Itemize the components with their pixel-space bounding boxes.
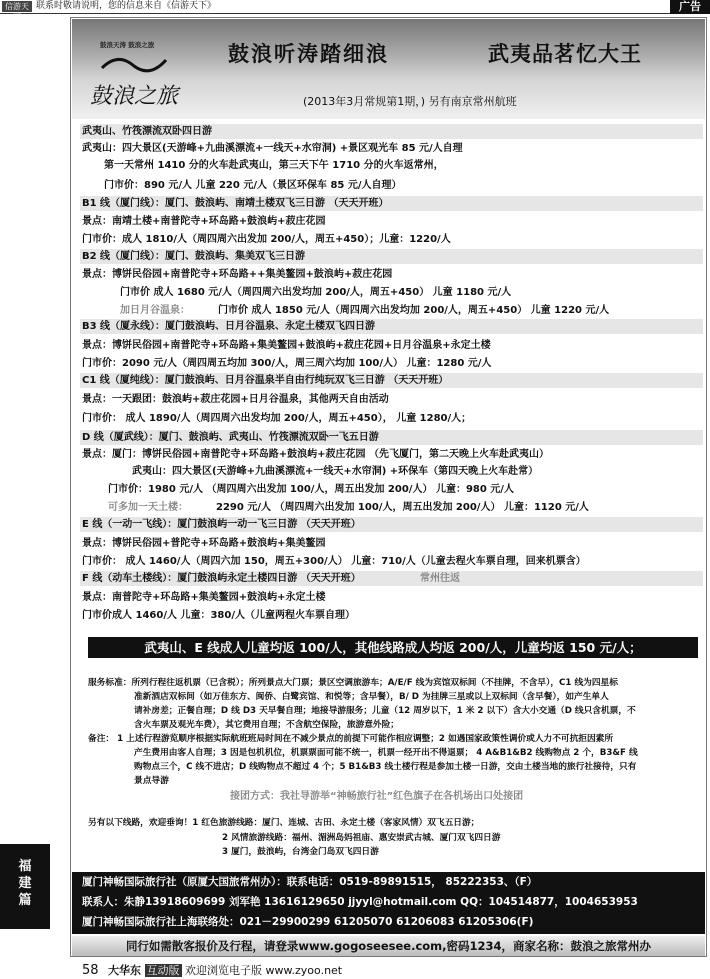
addon-label: 加日月谷温泉：: [120, 305, 190, 316]
side-char: 篇: [18, 893, 32, 908]
price-line: 门市价：890 元/人 儿童 220 元/人（景区环保车 85 元/人自理）: [104, 180, 402, 191]
side-char: 建: [18, 876, 32, 891]
other-routes: 另有以下线路，欢迎垂询！1 红色旅游线路：厦门、连城、古田、永定土楼（客家风情）双飞五日游；: [88, 818, 480, 828]
header-note: 联系时敬请说明，您的信息来自《信游天下》: [36, 1, 217, 11]
route-title: E 线（一动一飞线）：厦门鼓浪屿一动一飞三日游 （天天开班）: [82, 519, 361, 530]
route-detail: 景点：南靖土楼+南普陀寺+环岛路+鼓浪屿+菽庄花园: [82, 216, 326, 227]
price-line: 门市价： 成人 1890/人（周四周六出发均加 200/人，周五+450）， 儿童 1280/人；: [82, 413, 472, 424]
service-line: 请补房差；正餐自理；D 线 D3 天早餐自理；地接导游服务；儿童（12 周岁以下，1 米 2 以下）含大小交通（D 线只含机票，不: [134, 706, 636, 716]
contact-box: [72, 872, 705, 934]
top-header-bar: [0, 0, 710, 22]
route-title: 武夷山、竹筏漂流双卧四日游: [82, 126, 212, 137]
route-title: D 线（厦武线）：厦门、鼓浪屿、武夷山、竹筏漂流双卧一飞五日游: [82, 432, 379, 443]
service-line: 准新酒店双标间（如万佳东方、闽侨、白鹭宾馆、和悦等；含早餐），B/ D 为挂牌三星或以上双标间（含早餐），如产生单人: [134, 692, 609, 702]
remark-line: 购物点三个，C 线不进店；D 线购物点不超过 4 个；5 B1&B3 线土楼行程是参加土楼一日游，交由土楼当地的旅行社接待，只有: [134, 762, 637, 772]
route-title: C1 线（厦纯线）：厦门鼓浪屿、日月谷温泉半自由行纯玩双飞三日游 （天天开班）: [82, 375, 449, 386]
page-number: 58: [82, 963, 99, 978]
brand-name: 鼓浪之旅: [90, 84, 179, 109]
brand-wave-icon: [100, 50, 170, 80]
service-line: 服务标准：所列行程往返机票（已含税）；所列景点大门票；景区空调旅游车；A/E/F 线为宾馆双标间（不挂牌，不含早），C1 线为四星标: [88, 678, 618, 688]
footer-tag: 互动版: [146, 964, 180, 977]
route-detail: 武夷山：四大景区(天游峰+九曲溪漂流+一线天+水帘洞) +景区观光车 85 元/人自理: [82, 143, 463, 154]
route-detail: 武夷山：四大景区(天游峰+九曲溪漂流+一线天+水帘洞) +环保车（第四天晚上火车赴常）: [132, 466, 539, 477]
rebate-notice: 武夷山、E 线成人儿童均返 100/人，其他线路成人均返 200/人，儿童均返 150 元/人；: [88, 637, 698, 658]
remark-line: 备注： 1 上述行程游览顺序根据实际航班班局时间在不减少景点的前提下可能作相应调整；2 如遇国家政策性调价或人力不可抗拒因素所: [88, 734, 614, 744]
route-detail: 第一天常州 1410 分的火车赴武夷山，第三天下午 1710 分的火车返常州，: [104, 160, 444, 171]
price-line: 门市价：2090 元/人（周四周五均加 300/人，周三周六均加 100/人） 儿童：1280 元/人: [82, 358, 492, 369]
booking-info: 同行如需散客报价及行程，请登录www.gogoseesee.com,密码1234，商家名称：鼓浪之旅常州办: [72, 936, 705, 956]
route-detail: 景点：南普陀寺+环岛路+集美鳌园+鼓浪屿+永定土楼: [82, 592, 326, 603]
price-line: 门市价 成人 1850 元/人（周四周六出发均加 200/人，周五+450） 儿童 1220 元/人: [218, 305, 610, 316]
contact-line: 厦门神畅国际旅行社（原厦大国旅常州办）：联系电话：0519-89891515， 85222353、（F）: [82, 876, 538, 888]
route-note: 常州往返: [420, 573, 460, 584]
side-tab-fujian: [0, 844, 50, 929]
price-line: 门市价：1980 元/人 （周四周六出发加 100/人，周五出发加 200/人） 儿童：980 元/人: [108, 484, 514, 495]
route-detail: 景点：厦门：博饼民俗园+南普陀寺+环岛路+鼓浪屿+菽庄花园 （先飞厦门，第二天晚上火车赴武夷山）: [82, 449, 549, 460]
page-footer: [82, 962, 342, 978]
route-detail: 景点：一天跟团：鼓浪屿+菽庄花园+日月谷温泉，其他两天自由活动: [82, 394, 389, 405]
headline-right: 武夷品茗忆大王: [488, 41, 642, 66]
magazine-logo: 信游天下: [2, 1, 32, 12]
route-title: B1 线（厦门线）：厦门、鼓浪屿、南靖土楼双飞三日游 （天天开班）: [82, 198, 389, 209]
other-routes: 3 厦门，鼓浪屿，台湾金门岛双飞四日游: [222, 847, 379, 857]
price-line: 2290 元/人 （周四周六出发加 100/人，周五出发加 200/人） 儿童：1120 元/人: [216, 502, 589, 513]
remark-line: 产生费用由客人自理；3 因是包机机位，机票票面可能不统一，机票一经开出不得退票； 4 A&B1&B2 线购物点 2 个，B3&F 线: [134, 748, 638, 758]
ad-label: 广告: [670, 0, 710, 14]
headline-left: 鼓浪听涛踏细浪: [228, 41, 389, 66]
brand-small-text: 鼓浪天涛 鼓浪之旅: [100, 41, 155, 49]
route-title: B3 线（厦永线）：厦门鼓浪屿、日月谷温泉、永定土楼双飞四日游: [82, 321, 376, 332]
addon-label: 可多加一天土楼：: [108, 502, 188, 513]
service-line: 含火车票及观光车费），其它费用自理；不含航空保险，旅游意外险；: [134, 720, 399, 730]
footer-brand: 大华东: [108, 964, 142, 977]
route-title: B2 线（厦门线）：厦门、鼓浪屿、集美双飞三日游: [82, 251, 306, 262]
route-detail: 景点：博饼民俗园+普陀寺+环岛路+鼓浪屿+集美鳌园: [82, 538, 326, 549]
brand-logo: [80, 24, 190, 112]
edition-subtitle: (2013年3月常规第1期，) 另有南京常州航班: [303, 95, 517, 108]
contact-line: 厦门神畅国际旅行社上海联络处：021－29900299 61205070 61206083 61205306(F): [82, 916, 534, 928]
route-detail: 景点：博饼民俗园+南普陀寺+环岛路++集美鳌园+鼓浪屿+菽庄花园: [82, 269, 393, 280]
pickup-info: 接团方式：我社导游举“神畅旅行社”红色旗子在各机场出口处接团: [230, 791, 524, 802]
price-line: 门市价：成人 1810/人（周四周六出发加 200/人，周五+450）；儿童：1220/人: [82, 234, 451, 245]
price-line: 门市价成人 1460/人 儿童：380/人（儿童两程火车票自理）: [82, 610, 355, 621]
price-line: 门市价 成人 1680 元/人（周四周六出发均加 200/人，周五+450） 儿童 1180 元/人: [120, 287, 512, 298]
footer-text[interactable]: 欢迎浏览电子版 www.zyoo.net: [185, 964, 343, 977]
remark-line: 景点导游: [134, 776, 169, 786]
side-char: 福: [18, 859, 32, 874]
other-routes: 2 风情旅游线路：福州、湄洲岛妈祖庙、惠安崇武古城、厦门双飞四日游: [222, 833, 501, 843]
route-detail: 景点：博饼民俗园+南普陀寺+环岛路+集美鳌园+鼓浪屿+菽庄花园+日月谷温泉+永定土楼: [82, 340, 491, 351]
price-line: 门市价： 成人 1460/人（周四六加 150，周五+300/人） 儿童：710/人（儿童去程火车票自理，回来机票含）: [82, 556, 586, 567]
route-title: F 线（动车土楼线）：厦门鼓浪屿永定土楼四日游 （天天开班）: [82, 573, 361, 584]
contact-line: 联系人：朱静13918609699 刘军艳 13616129650 jjyyl@hotmail.com QQ：104514877，1004653953: [82, 896, 638, 908]
